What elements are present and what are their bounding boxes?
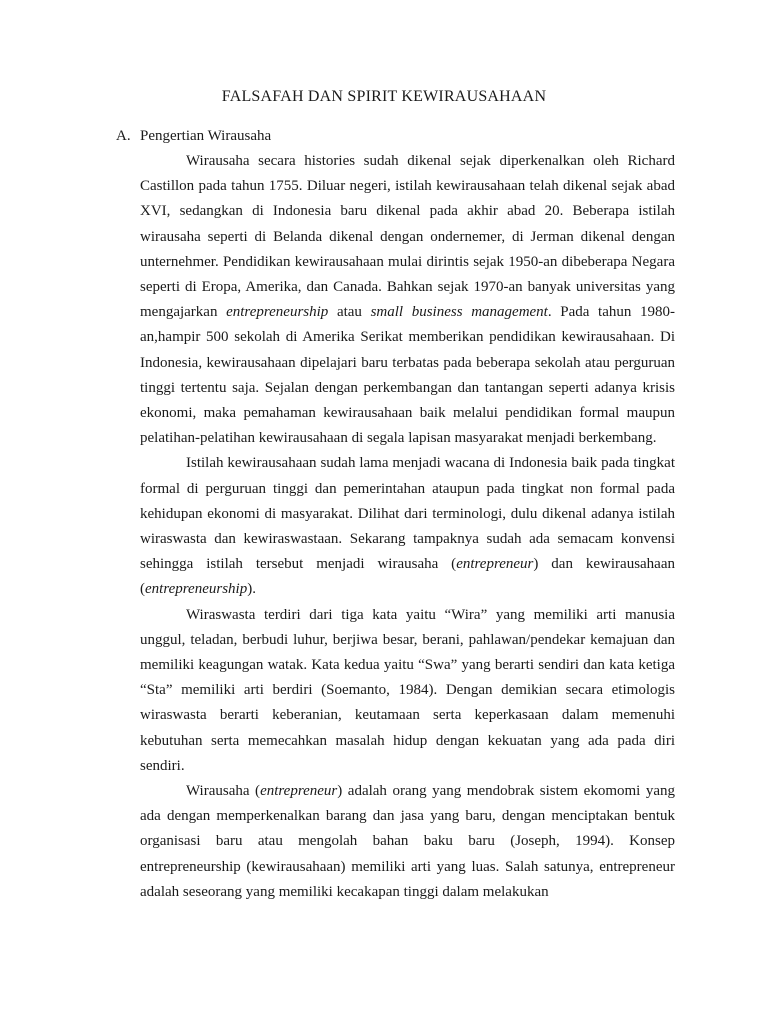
text-run: ) dan kewirausahaan ( bbox=[140, 556, 675, 598]
paragraph bbox=[140, 603, 675, 779]
section-heading-text: Pengertian Wirausaha bbox=[140, 128, 272, 144]
text-run: ) adalah orang yang mendobrak sistem ekomomi yang ada dengan memperkenalkan barang dan jasa yang baru, dengan menciptakan bentuk organisasi baru atau mengolah bahan baku baru (Joseph, 1994). Konsep entrepreneurship (kewirausahaan) memiliki arti yang luas. Salah satunya, entrepreneur adalah seseorang yang memiliki kecakapan tinggi dalam melakukan bbox=[140, 783, 676, 900]
document-title: FALSAFAH DAN SPIRIT KEWIRAUSAHAAN bbox=[221, 88, 547, 105]
section-heading bbox=[116, 128, 271, 145]
text-run: Istilah kewirausahaan sudah lama menjadi wacana di Indonesia baik pada tingkat formal di perguruan tinggi dan pemerintahan ataupun pada tingkat non formal pada kehidupan ekonomi di masyarakat. Dilihat dari terminologi, dulu dikenal adanya istilah wiraswasta dan kewiraswastaan. Sekarang tampaknya sudah ada semacam konvensi sehingga istilah tersebut menjadi wirausaha ( bbox=[140, 455, 675, 573]
paragraph bbox=[140, 149, 675, 451]
text-run: atau bbox=[328, 304, 371, 321]
text-run: Wirausaha ( bbox=[186, 783, 261, 800]
italic-term: small business management bbox=[370, 304, 548, 321]
italic-term: entrepreneur bbox=[456, 556, 534, 573]
body-text bbox=[140, 149, 675, 905]
text-run: ). bbox=[247, 581, 256, 598]
italic-term: entrepreneurship bbox=[145, 581, 248, 598]
text-run: Wirausaha secara histories sudah dikenal sejak diperkenalkan oleh Richard Castillon pada tahun 1755. Diluar negeri, istilah kewirausahaan telah dikenal sejak abad XVI, sedangkan di Indonesia baru dikenal pada akhir abad 20. Beberapa istilah wirausaha seperti di Belanda dikenal dengan ondernemer, di Jerman dikenal dengan unternehmer. Pendidikan kewirausahaan mulai dirintis sejak 1950-an dibeberapa Negara seperti di Eropa, Amerika, dan Canada. Bahkan sejak 1970-an banyak universitas yang mengajarkan bbox=[140, 153, 675, 321]
text-run: . Pada tahun 1980-an,hampir 500 sekolah di Amerika Serikat memberikan pendidikan kewirausahaan. Di Indonesia, kewirausahaan dipelajari baru terbatas pada beberapa sekolah atau perguruan tinggi tertentu saja. Sejalan dengan perkembangan dan tantangan seperti adanya krisis ekonomi, maka pemahaman kewirausahaan baik melalui pendidikan formal maupun pelatihan-pelatihan kewirausahaan di segala lapisan masyarakat menjadi berkembang. bbox=[140, 304, 676, 447]
paragraph bbox=[140, 779, 675, 905]
italic-term: entrepreneurship bbox=[226, 304, 329, 321]
text-run: Wiraswasta terdiri dari tiga kata yaitu “Wira” yang memiliki arti manusia unggul, teladan, berbudi luhur, berjiwa besar, berani, pahlawan/pendekar kemajuan dan memiliki keagungan watak. Kata kedua yaitu “Swa” yang berarti sendiri dan kata ketiga “Sta” memiliki arti berdiri (Soemanto, 1984). Dengan demikian secara etimologis wiraswasta berarti keberanian, keutamaan serta keperkasaan dalam memenuhi kebutuhan serta memecahkan masalah hidup dengan kekuatan yang ada pada diri sendiri. bbox=[140, 606, 675, 774]
paragraph bbox=[140, 451, 675, 602]
section-marker: A. bbox=[116, 128, 131, 144]
italic-term: entrepreneur bbox=[260, 783, 338, 800]
